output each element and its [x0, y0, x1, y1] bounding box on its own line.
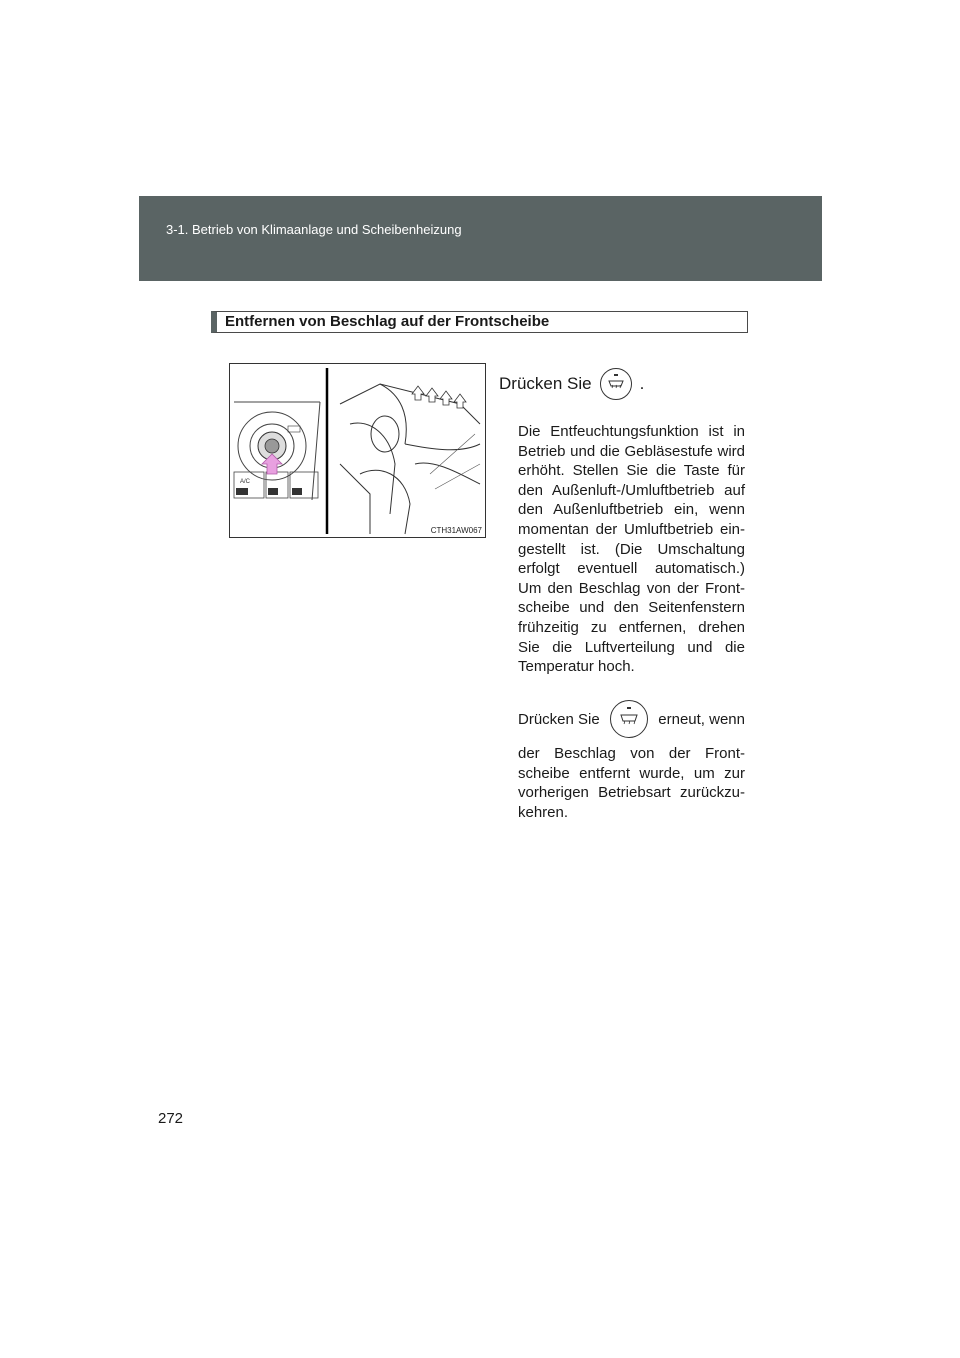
press-prefix: Drücken Sie	[499, 374, 592, 393]
ac-button-label: A/C	[240, 479, 251, 485]
press-again-suffix: erneut, wenn	[658, 710, 745, 728]
front-defroster-button-icon	[610, 700, 648, 738]
press-again-prefix: Drücken Sie	[518, 710, 600, 728]
chapter-heading: 3-1. Betrieb von Klimaanlage und Scheibenheizung	[166, 222, 462, 237]
page-number: 272	[158, 1110, 184, 1127]
press-again-line	[518, 700, 745, 738]
return-description: der Beschlag von der Front-scheibe entfernt wurde, um zur vorherigen Betriebsart zurückzu-kehren.	[518, 745, 745, 821]
defrost-description: Die Entfeuchtungsfunktion ist in Betrieb und die Gebläsestufe wird erhöht. Stellen Sie die Taste für den Außenluft-/Umluftbetrieb auf den Außenluftbetrieb ein, wenn momentan der Umluftbetrieb ein-gestellt ist. (Die Umschaltung erfolgt eventuell automatisch.) Um den Beschlag von der Front-scheibe und den Seitenfenstern frühzeitig zu entfernen, drehen Sie die Luftverteilung und die Temperatur hoch.	[518, 423, 745, 676]
dashboard-drawing	[230, 364, 485, 537]
press-suffix: .	[639, 374, 645, 393]
dashboard-illustration	[229, 363, 486, 538]
step-instruction	[499, 368, 644, 400]
header-band	[139, 196, 822, 281]
section-title: Entfernen von Beschlag auf der Frontscheibe	[211, 311, 748, 333]
front-defroster-button-icon	[600, 368, 632, 400]
figure-code: CTH31AW067	[430, 526, 482, 535]
